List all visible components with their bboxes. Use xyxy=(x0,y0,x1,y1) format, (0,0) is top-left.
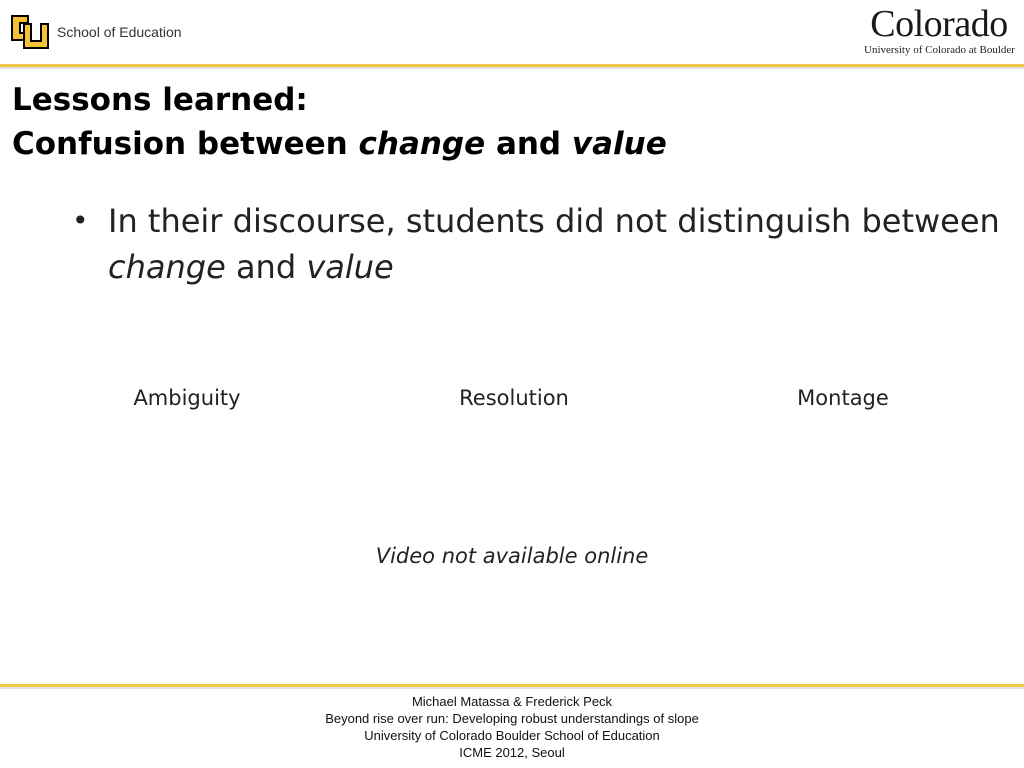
clip-label-resolution: Resolution xyxy=(459,386,569,410)
slide-title xyxy=(12,78,667,166)
colorado-wordmark-subtitle: University of Colorado at Boulder xyxy=(864,44,1015,56)
bullet-text xyxy=(108,198,1012,290)
slide-title-line-2 xyxy=(12,122,667,166)
footer-institution: University of Colorado Boulder School of Education xyxy=(364,728,660,743)
title-connector: and xyxy=(485,126,572,162)
clip-label-ambiguity: Ambiguity xyxy=(133,386,241,410)
footer-divider-shadow xyxy=(0,687,1024,689)
bullet-point xyxy=(72,198,1012,290)
clip-label-montage: Montage xyxy=(797,386,889,410)
bullet-dot-icon: • xyxy=(72,204,89,237)
slide-header xyxy=(0,0,1024,64)
slide-footer xyxy=(0,693,1024,761)
slide-title-line-1: Lessons learned: xyxy=(12,82,308,118)
bullet-prefix: In their discourse, students did not distinguish between xyxy=(108,202,1000,240)
title-emphasis-value: value xyxy=(571,126,667,162)
colorado-wordmark-text: Colorado xyxy=(870,3,1008,45)
bullet-connector: and xyxy=(225,248,307,286)
school-of-education-label: School of Education xyxy=(57,24,182,40)
header-divider-shadow xyxy=(0,67,1024,69)
title-emphasis-change: change xyxy=(358,126,486,162)
video-unavailable-note: Video not available online xyxy=(375,544,649,568)
university-wordmark xyxy=(864,4,1014,56)
footer-authors: Michael Matassa & Frederick Peck xyxy=(411,694,613,709)
footer-talk-title: Beyond rise over run: Developing robust understandings of slope xyxy=(325,711,699,726)
cu-interlocking-logo-icon xyxy=(6,10,56,56)
footer-conference: ICME 2012, Seoul xyxy=(459,745,565,760)
bullet-emphasis-value: value xyxy=(306,248,394,286)
title-prefix: Confusion between xyxy=(12,126,359,162)
bullet-emphasis-change: change xyxy=(108,248,226,286)
